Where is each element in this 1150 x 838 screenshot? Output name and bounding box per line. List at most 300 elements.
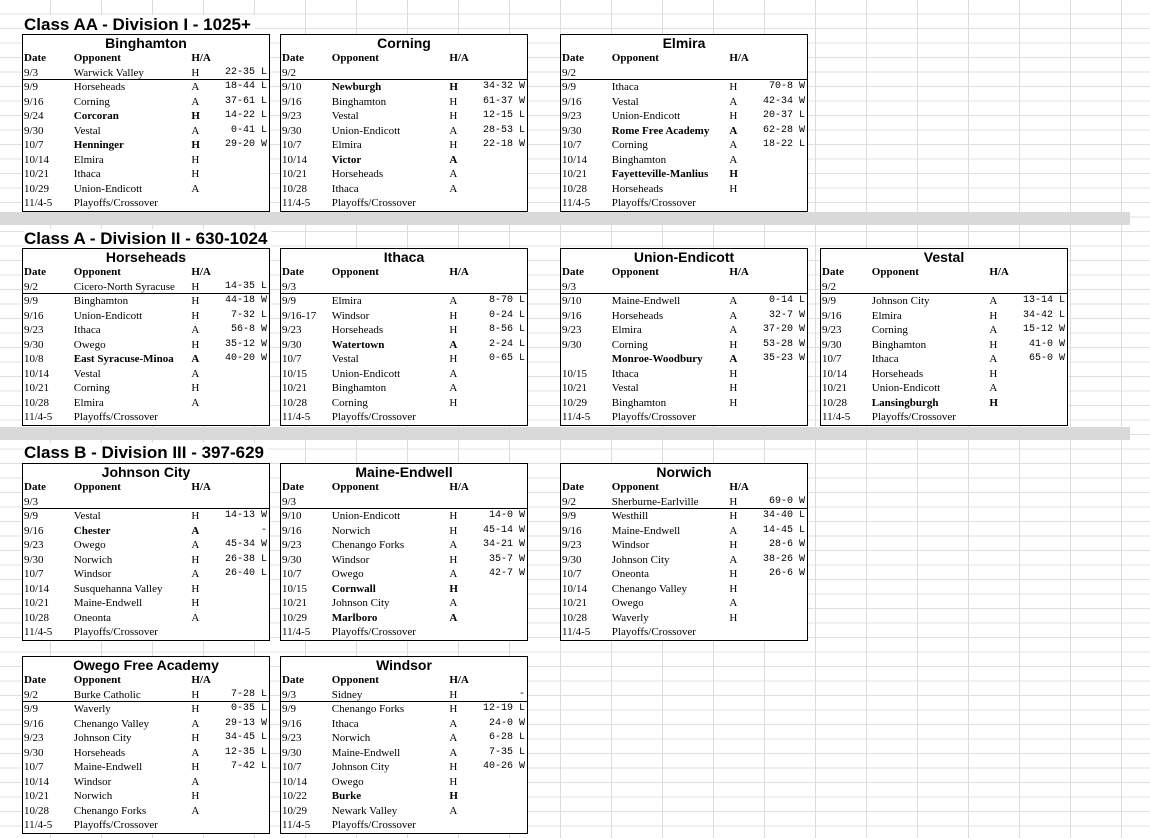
game-date: 9/23 [562, 110, 582, 122]
game-result: 37-61 L [224, 95, 267, 107]
game-home-away: A [449, 153, 458, 166]
game-row [23, 80, 269, 95]
game-home-away: A [191, 611, 200, 624]
game-result: 69-0 W [768, 495, 805, 507]
team-name: Corning [377, 35, 431, 51]
game-home-away: A [449, 597, 458, 609]
game-result [471, 789, 527, 804]
game-result: 44-18 W [224, 295, 267, 306]
game-opponent: Elmira [73, 396, 104, 409]
game-home-away: A [729, 553, 738, 566]
game-result: 12-19 L [482, 703, 525, 714]
game-opponent: Sidney [331, 688, 363, 701]
game-date: 10/21 [562, 597, 588, 609]
game-opponent: Oneonta [611, 568, 650, 580]
game-date: 10/7 [24, 568, 44, 580]
game-row [561, 367, 807, 382]
game-date: 9/9 [822, 295, 837, 307]
game-row [561, 381, 807, 396]
game-date: 9/2 [562, 66, 577, 79]
game-date: 10/28 [24, 804, 50, 817]
game-home-away: A [191, 353, 200, 365]
game-row [281, 818, 527, 833]
game-home-away: A [191, 324, 200, 336]
game-result [471, 804, 527, 819]
game-opponent: Newark Valley [331, 804, 398, 817]
game-date: 9/30 [24, 124, 44, 137]
game-result [1011, 367, 1067, 382]
opponent-header: Opponent [331, 266, 379, 278]
game-date: 11/4-5 [24, 197, 53, 209]
game-home-away: A [191, 367, 200, 380]
schedule-header-row [281, 265, 527, 280]
result-header [213, 480, 269, 495]
game-home-away: H [989, 338, 998, 351]
game-home-away [449, 818, 471, 833]
game-row [281, 153, 527, 168]
game-result [471, 182, 527, 197]
game-result [471, 410, 527, 425]
game-row [23, 625, 269, 640]
game-home-away: A [191, 717, 200, 730]
game-row [561, 509, 807, 524]
schedule-header-row [281, 51, 527, 66]
game-row [23, 717, 269, 732]
game-opponent: Johnson City [871, 295, 930, 307]
home-away-header: H/A [449, 481, 469, 493]
game-result: 20-37 L [762, 110, 805, 121]
game-opponent: Elmira [871, 309, 902, 322]
game-home-away: A [191, 568, 200, 580]
game-result [751, 280, 807, 294]
game-row [561, 196, 807, 211]
game-result [1011, 410, 1067, 425]
game-opponent: Victor [331, 153, 362, 166]
game-row [23, 538, 269, 553]
game-date: 9/2 [282, 66, 297, 79]
home-away-header: H/A [191, 52, 211, 64]
game-result [471, 495, 527, 509]
game-home-away: A [449, 611, 458, 624]
date-header: Date [282, 266, 304, 278]
game-row [821, 367, 1067, 382]
game-row [561, 309, 807, 324]
game-home-away: H [191, 66, 200, 79]
result-header [751, 51, 807, 66]
game-result [751, 153, 807, 168]
game-result [213, 153, 269, 168]
game-opponent: Oneonta [73, 611, 112, 624]
game-opponent [332, 66, 450, 80]
game-row [281, 80, 527, 95]
game-result: 0-65 L [488, 353, 525, 364]
game-row [23, 524, 269, 539]
game-row [281, 352, 527, 367]
game-date: 10/14 [24, 775, 50, 788]
game-home-away: H [449, 775, 458, 788]
schedule-header-row [23, 51, 269, 66]
team-name: Owego Free Academy [73, 657, 219, 673]
game-home-away: A [729, 124, 738, 137]
game-date: 11/4-5 [822, 411, 851, 423]
game-result: 35-12 W [224, 338, 267, 350]
game-date: 9/16 [24, 309, 44, 322]
game-opponent: Maine-Endwell [331, 746, 401, 759]
game-date: 10/29 [24, 182, 50, 195]
game-row [23, 746, 269, 761]
game-home-away: A [989, 353, 998, 365]
result-header [471, 480, 527, 495]
game-opponent: Ithaca [73, 324, 101, 336]
game-home-away [729, 625, 751, 640]
game-date: 9/30 [282, 746, 302, 759]
game-date: 10/14 [822, 367, 848, 380]
game-row [281, 717, 527, 732]
game-home-away [449, 280, 471, 294]
date-header: Date [282, 52, 304, 64]
game-date: 10/21 [282, 597, 308, 609]
game-date: 9/9 [24, 81, 39, 93]
game-opponent: Windsor [73, 775, 112, 788]
game-result [213, 381, 269, 396]
team-schedule-card [22, 463, 270, 641]
game-row [23, 495, 269, 510]
game-opponent: Vestal [73, 124, 101, 137]
game-home-away: H [449, 582, 458, 595]
game-result: 38-26 W [762, 553, 805, 565]
home-away-header: H/A [989, 266, 1009, 278]
game-row [281, 775, 527, 790]
game-home-away [191, 495, 213, 509]
game-row [281, 760, 527, 775]
game-row [281, 746, 527, 761]
game-opponent: Horseheads [611, 309, 664, 322]
game-row [561, 95, 807, 110]
game-date: 9/16 [282, 95, 302, 108]
game-date: 9/2 [562, 495, 577, 508]
game-result: 32-7 W [768, 309, 805, 321]
game-opponent: Union-Endicott [331, 510, 401, 522]
game-result [751, 381, 807, 396]
game-home-away: A [449, 717, 458, 730]
game-opponent: Playoffs/Crossover [331, 197, 416, 209]
game-home-away: H [729, 510, 738, 522]
game-opponent: Horseheads [331, 168, 384, 180]
game-date: 10/21 [822, 382, 848, 394]
game-home-away: H [449, 761, 458, 773]
game-row [561, 138, 807, 153]
game-row [281, 538, 527, 553]
game-home-away: H [449, 324, 458, 336]
game-date: 9/16 [24, 524, 44, 537]
game-home-away: H [729, 495, 738, 508]
game-opponent: Vestal [611, 382, 639, 394]
game-opponent: Chenango Valley [73, 717, 150, 730]
team-schedule-card [820, 248, 1068, 426]
result-header [471, 265, 527, 280]
game-home-away: A [729, 309, 738, 322]
game-opponent: Corning [73, 95, 110, 108]
game-result [751, 182, 807, 197]
game-row [281, 688, 527, 703]
game-home-away: A [729, 597, 738, 609]
team-schedule-card [22, 248, 270, 426]
game-row [561, 66, 807, 81]
game-row [281, 596, 527, 611]
game-result: 34-42 L [1022, 309, 1065, 321]
game-date: 11/4-5 [562, 197, 591, 209]
game-result [751, 625, 807, 640]
game-row [281, 789, 527, 804]
game-date: 9/23 [282, 732, 302, 744]
game-home-away: H [729, 382, 738, 394]
game-home-away: H [191, 732, 200, 744]
game-opponent: Playoffs/Crossover [73, 819, 158, 831]
game-date: 10/21 [24, 597, 50, 609]
game-result: 70-8 W [768, 81, 805, 92]
game-row [281, 167, 527, 182]
game-opponent: Cicero-North Syracuse [73, 280, 175, 293]
team-name: Norwich [656, 464, 712, 480]
game-result [471, 396, 527, 411]
game-row [23, 818, 269, 833]
game-home-away: H [191, 153, 200, 166]
game-opponent: Union-Endicott [73, 309, 143, 322]
game-home-away: H [449, 524, 458, 537]
game-date: 10/28 [562, 182, 588, 195]
game-result: 45-34 W [224, 539, 267, 550]
game-row [281, 396, 527, 411]
game-home-away: H [449, 139, 458, 151]
team-name: Vestal [923, 249, 965, 265]
game-opponent: Playoffs/Crossover [871, 411, 956, 423]
game-date: 10/28 [282, 182, 308, 195]
game-home-away: H [191, 309, 200, 322]
date-header: Date [562, 481, 584, 493]
game-row [561, 553, 807, 568]
game-result: 29-13 W [224, 717, 267, 729]
date-header: Date [822, 266, 844, 278]
game-result [751, 611, 807, 626]
game-date: 10/28 [562, 611, 588, 624]
game-date: 9/16 [562, 309, 582, 322]
game-opponent: Johnson City [73, 732, 132, 744]
game-result: 62-28 W [762, 124, 805, 136]
game-row [281, 367, 527, 382]
game-result: 28-53 L [482, 124, 525, 136]
game-row [281, 611, 527, 626]
game-result: 53-28 W [762, 338, 805, 350]
game-home-away: H [729, 582, 738, 595]
game-result: 34-21 W [482, 539, 525, 550]
game-home-away: H [191, 295, 200, 307]
team-name: Johnson City [101, 464, 191, 480]
game-date: 10/21 [24, 382, 50, 394]
game-date: 9/30 [24, 553, 44, 566]
game-opponent: Playoffs/Crossover [73, 197, 158, 209]
game-result [751, 196, 807, 211]
game-row [281, 731, 527, 746]
game-home-away [449, 410, 471, 425]
game-result [751, 396, 807, 411]
game-row [23, 804, 269, 819]
game-date: 9/23 [24, 324, 44, 336]
game-opponent: Elmira [611, 324, 642, 336]
team-schedule-card [280, 463, 528, 641]
game-result: 7-32 L [230, 309, 267, 321]
game-home-away [191, 818, 213, 833]
game-date: 10/22 [282, 790, 308, 802]
game-row [281, 524, 527, 539]
game-home-away: A [729, 153, 738, 166]
game-row [281, 338, 527, 353]
game-result [213, 410, 269, 425]
game-opponent: Johnson City [331, 761, 390, 773]
game-home-away: A [989, 295, 998, 307]
game-opponent [74, 495, 192, 509]
game-result: 0-35 L [230, 703, 267, 714]
game-home-away: A [191, 775, 200, 788]
game-date: 9/23 [282, 110, 302, 122]
game-row [561, 280, 807, 295]
game-opponent: Union-Endicott [611, 110, 681, 122]
game-date: 10/7 [282, 139, 302, 151]
game-result: 12-15 L [482, 110, 525, 121]
result-header [751, 480, 807, 495]
game-opponent: Monroe-Woodbury [611, 353, 703, 365]
game-date: 11/4-5 [24, 411, 53, 423]
game-date: 11/4-5 [282, 819, 311, 831]
home-away-header: H/A [191, 674, 211, 686]
game-date: 10/14 [562, 582, 588, 595]
game-date: 10/28 [24, 396, 50, 409]
game-row [561, 567, 807, 582]
home-away-header: H/A [191, 266, 211, 278]
game-date: 9/30 [562, 124, 582, 137]
game-result: - [518, 688, 525, 700]
game-result: 12-35 L [224, 746, 267, 758]
game-date: 10/21 [24, 790, 50, 802]
game-row [281, 567, 527, 582]
opponent-header: Opponent [331, 481, 379, 493]
game-opponent: Sherburne-Earlville [611, 495, 699, 508]
game-home-away: H [449, 396, 458, 409]
game-result [213, 804, 269, 819]
game-row [23, 196, 269, 211]
game-opponent: Ithaca [331, 717, 359, 730]
game-opponent: Chenango Forks [331, 703, 405, 715]
game-date: 9/9 [282, 295, 297, 307]
game-opponent: Lansingburgh [871, 396, 939, 409]
game-opponent: Watertown [331, 338, 385, 351]
game-row [821, 410, 1067, 425]
game-result: 24-0 W [488, 717, 525, 729]
game-date: 10/29 [282, 611, 308, 624]
opponent-header: Opponent [73, 52, 121, 64]
game-row [23, 582, 269, 597]
game-row [821, 323, 1067, 338]
game-row [23, 294, 269, 309]
game-opponent: Binghamton [611, 153, 667, 166]
game-result [213, 196, 269, 211]
game-home-away: A [191, 182, 200, 195]
game-opponent: Ithaca [871, 353, 899, 365]
game-home-away [191, 625, 213, 640]
team-name: Ithaca [383, 249, 425, 265]
game-opponent: Ithaca [73, 168, 101, 180]
game-row [281, 95, 527, 110]
result-header [751, 265, 807, 280]
game-result [471, 66, 527, 80]
game-row [23, 153, 269, 168]
game-opponent: Binghamton [73, 295, 129, 307]
game-opponent: Warwick Valley [73, 66, 144, 79]
game-date: 10/7 [24, 139, 44, 151]
game-date: 9/9 [24, 510, 39, 522]
game-opponent: Cornwall [331, 582, 376, 595]
game-result: 26-38 L [224, 553, 267, 565]
game-row [23, 66, 269, 81]
game-row [23, 367, 269, 382]
game-row [281, 294, 527, 309]
game-date: 9/3 [24, 495, 39, 508]
game-home-away: A [729, 353, 738, 365]
game-opponent [332, 280, 450, 294]
game-opponent: Maine-Endwell [611, 295, 681, 307]
game-date: 9/9 [562, 510, 577, 522]
game-opponent: Chester [73, 524, 111, 537]
game-date: 9/10 [562, 295, 582, 307]
game-home-away: H [729, 338, 738, 351]
game-result: 7-35 L [488, 746, 525, 758]
game-row [23, 567, 269, 582]
game-home-away: H [191, 139, 200, 151]
team-schedule-card [22, 34, 270, 212]
game-date: 10/14 [282, 153, 308, 166]
game-result [213, 596, 269, 611]
game-date: 10/7 [822, 353, 842, 365]
game-opponent: Corning [73, 382, 110, 394]
game-opponent: Binghamton [611, 396, 667, 409]
game-result [213, 789, 269, 804]
game-opponent: Playoffs/Crossover [611, 197, 696, 209]
result-header [471, 51, 527, 66]
game-opponent: Horseheads [331, 324, 384, 336]
game-result: 14-0 W [488, 510, 525, 521]
game-home-away: H [191, 382, 200, 394]
game-home-away: H [449, 309, 458, 322]
game-result [213, 367, 269, 382]
game-result [471, 167, 527, 182]
game-home-away [449, 196, 471, 211]
game-home-away [729, 410, 751, 425]
game-opponent: Elmira [331, 295, 362, 307]
game-row [281, 702, 527, 717]
game-date: 9/30 [822, 338, 842, 351]
game-result [471, 582, 527, 597]
game-opponent: Elmira [331, 139, 362, 151]
home-away-header: H/A [729, 52, 749, 64]
game-opponent: Waverly [73, 703, 111, 715]
game-row [23, 280, 269, 295]
game-result: 29-20 W [224, 139, 267, 150]
game-date: 10/7 [24, 761, 44, 773]
game-opponent: Owego [73, 338, 106, 351]
game-opponent: Vestal [611, 95, 639, 108]
game-row [23, 688, 269, 703]
game-row [23, 109, 269, 124]
game-row [281, 66, 527, 81]
